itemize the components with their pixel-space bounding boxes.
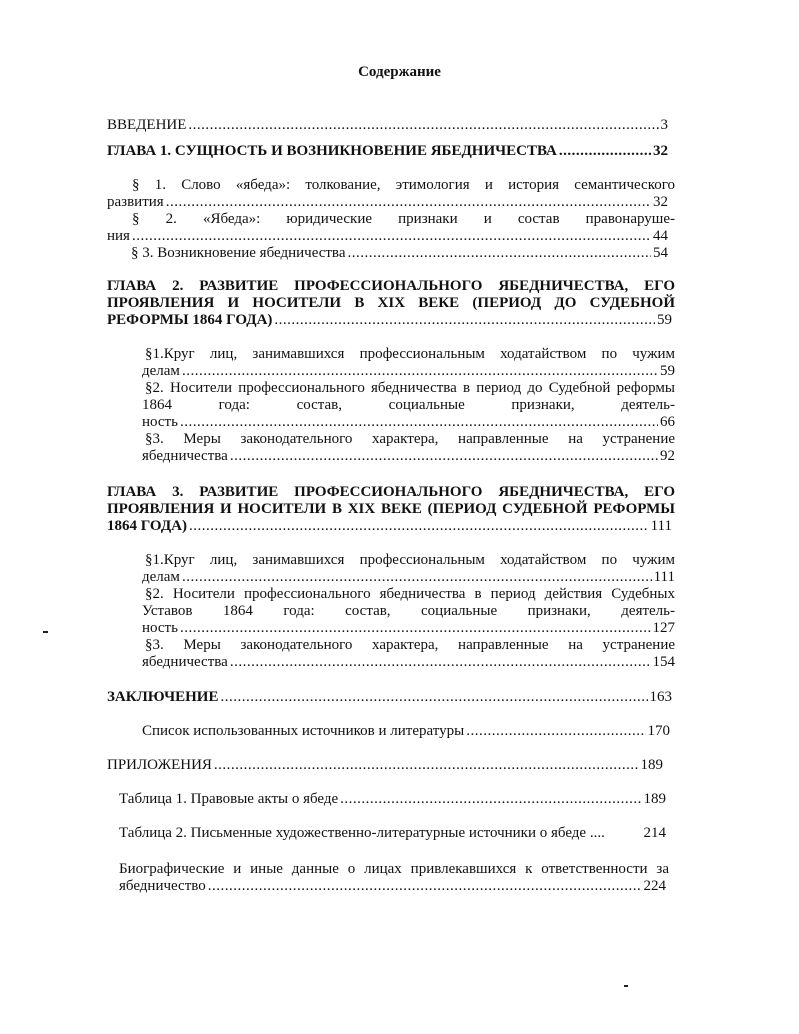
- toc-entry-label: развития: [107, 194, 164, 210]
- toc-entry-chapter-2-line1: ГЛАВА 2. РАЗВИТИЕ ПРОФЕССИОНАЛЬНОГО ЯБЕДНИЧЕСТВА, ЕГО: [107, 278, 675, 294]
- dot-leader: [208, 878, 642, 895]
- toc-page-number: 111: [653, 569, 675, 585]
- toc-entry-chapter-1[interactable]: [107, 143, 668, 160]
- toc-entry-label: § 3. Возникновение ябедничества: [131, 245, 346, 261]
- scan-mark: [43, 631, 48, 633]
- toc-entry-label: Таблица 1. Правовые акты о ябеде: [119, 791, 339, 807]
- toc-entry-label: ЗАКЛЮЧЕНИЕ: [107, 689, 219, 705]
- toc-page-number: 32: [653, 143, 668, 159]
- toc-entry-ch3-s2[interactable]: [142, 620, 675, 637]
- toc-entry-ch3-s3-line1: §3. Меры законодательного характера, направленные на устранение: [145, 637, 675, 653]
- toc-entry-ch2-s2[interactable]: [142, 414, 675, 431]
- toc-entry-ch1-s1[interactable]: [107, 194, 668, 211]
- toc-page-number: 224: [643, 878, 666, 894]
- toc-entry-ch3-s2-line2: Уставов 1864 года: состав, социальные признаки, деятель-: [142, 603, 675, 619]
- dot-leader: [214, 757, 639, 774]
- toc-page-number: 66: [660, 414, 675, 430]
- page-title: Содержание: [358, 64, 441, 80]
- toc-page-number: 59: [657, 312, 672, 328]
- scan-mark: [624, 985, 628, 987]
- toc-page-number: 154: [652, 654, 675, 670]
- dot-leader: [180, 414, 658, 431]
- dot-leader: [230, 448, 658, 465]
- toc-entry-label: ябедничества: [142, 448, 228, 464]
- toc-entry-label: ГЛАВА 1. СУЩНОСТЬ И ВОЗНИКНОВЕНИЕ ЯБЕДНИЧЕСТВА: [107, 143, 557, 159]
- toc-entry-ch3-s2-line1: §2. Носители профессионального ябедничества в период действия Судебных: [145, 586, 675, 602]
- toc-entry-ch2-s3[interactable]: [142, 448, 675, 465]
- toc-entry-ch3-s3[interactable]: [142, 654, 675, 671]
- toc-entry-table-1[interactable]: [119, 791, 666, 808]
- toc-entry-chapter-3-line2: ПРОЯВЛЕНИЯ И НОСИТЕЛИ В XIX ВЕКЕ (ПЕРИОД СУДЕБНОЙ РЕФОРМЫ: [107, 501, 675, 517]
- toc-entry-label: делам: [142, 363, 180, 379]
- dot-leader: [188, 117, 658, 134]
- toc-entry-label: делам: [142, 569, 180, 585]
- toc-page-number: 163: [649, 689, 672, 705]
- dot-leader: [347, 245, 651, 262]
- dot-leader: [189, 518, 649, 535]
- toc-page-number: 59: [660, 363, 675, 379]
- toc-page-number: 111: [650, 518, 672, 534]
- toc-entry-label: Таблица 2. Письменные художественно-литературные источники о ябеде ....: [119, 825, 605, 841]
- toc-entry-label: РЕФОРМЫ 1864 ГОДА): [107, 312, 273, 328]
- toc-entry-ch2-s1-line1: §1.Круг лиц, занимавшихся профессиональным ходатайством по чужим: [145, 346, 675, 362]
- dot-leader: [466, 723, 645, 740]
- toc-entry-chapter-3[interactable]: [107, 518, 672, 535]
- toc-entry-label: ность: [142, 620, 178, 636]
- toc-entry-ch1-s2-line1: § 2. «Ябеда»: юридические признаки и состав правонаруше-: [132, 211, 675, 227]
- toc-entry-bio-line1: Биографические и иные данные о лицах привлекавшихся к ответственности за: [119, 861, 669, 877]
- toc-entry-sources[interactable]: [142, 723, 670, 740]
- dot-leader: [180, 620, 651, 637]
- dot-leader: [182, 569, 652, 586]
- toc-page-number: 127: [652, 620, 675, 636]
- toc-entry-ch2-s2-line1: §2. Носители профессионального ябедничества в период до Судебной реформы: [145, 380, 675, 396]
- toc-page-number: 214: [643, 825, 666, 841]
- dot-leader: [132, 228, 651, 245]
- toc-entry-label: ВВЕДЕНИЕ: [107, 117, 187, 133]
- dot-leader: [166, 194, 651, 211]
- toc-page-number: 3: [660, 117, 668, 133]
- toc-entry-ch1-s1-line1: § 1. Слово «ябеда»: толкование, этимология и история семантического: [132, 177, 675, 193]
- toc-page-number: 170: [647, 723, 670, 739]
- toc-page-number: 189: [643, 791, 666, 807]
- toc-entry-ch2-s2-line2: 1864 года: состав, социальные признаки, деятель-: [142, 397, 675, 413]
- toc-entry-ch3-s1-line1: §1.Круг лиц, занимавшихся профессиональным ходатайством по чужим: [145, 552, 675, 568]
- dot-leader: [340, 791, 641, 808]
- dot-leader: [274, 312, 655, 329]
- toc-entry-ch1-s2[interactable]: [107, 228, 668, 245]
- dot-leader: [559, 143, 651, 160]
- toc-page-number: 44: [653, 228, 668, 244]
- toc-entry-chapter-2[interactable]: [107, 312, 672, 329]
- toc-entry-ch2-s3-line1: §3. Меры законодательного характера, направленные на устранение: [145, 431, 675, 447]
- toc-entry-biographical[interactable]: [119, 878, 666, 895]
- toc-entry-appendix[interactable]: [107, 757, 663, 774]
- toc-entry-label: ПРИЛОЖЕНИЯ: [107, 757, 212, 773]
- toc-entry-label: ния: [107, 228, 130, 244]
- toc-entry-chapter-2-line2: ПРОЯВЛЕНИЯ И НОСИТЕЛИ В XIX ВЕКЕ (ПЕРИОД ДО СУДЕБНОЙ: [107, 295, 675, 311]
- toc-entry-ch3-s1[interactable]: [142, 569, 675, 586]
- toc-entry-label: ябедничества: [142, 654, 228, 670]
- toc-page-number: 189: [640, 757, 663, 773]
- toc-entry-ch1-s3[interactable]: [131, 245, 668, 262]
- toc-entry-table-2[interactable]: [119, 825, 666, 842]
- dot-leader: [230, 654, 651, 671]
- toc-entry-label: 1864 ГОДА): [107, 518, 187, 534]
- toc-entry-label: Список использованных источников и литературы: [142, 723, 465, 739]
- toc-page-number: 92: [660, 448, 675, 464]
- dot-leader: [182, 363, 658, 380]
- dot-leader: [220, 689, 647, 706]
- toc-page-number: 54: [653, 245, 668, 261]
- toc-page-number: 32: [653, 194, 668, 210]
- toc-entry-label: ябедничество: [119, 878, 206, 894]
- toc-entry-ch2-s1[interactable]: [142, 363, 675, 380]
- toc-entry-chapter-3-line1: ГЛАВА 3. РАЗВИТИЕ ПРОФЕССИОНАЛЬНОГО ЯБЕДНИЧЕСТВА, ЕГО: [107, 484, 675, 500]
- toc-entry-label: ность: [142, 414, 178, 430]
- toc-entry-introduction[interactable]: [107, 117, 668, 134]
- toc-entry-conclusion[interactable]: [107, 689, 672, 706]
